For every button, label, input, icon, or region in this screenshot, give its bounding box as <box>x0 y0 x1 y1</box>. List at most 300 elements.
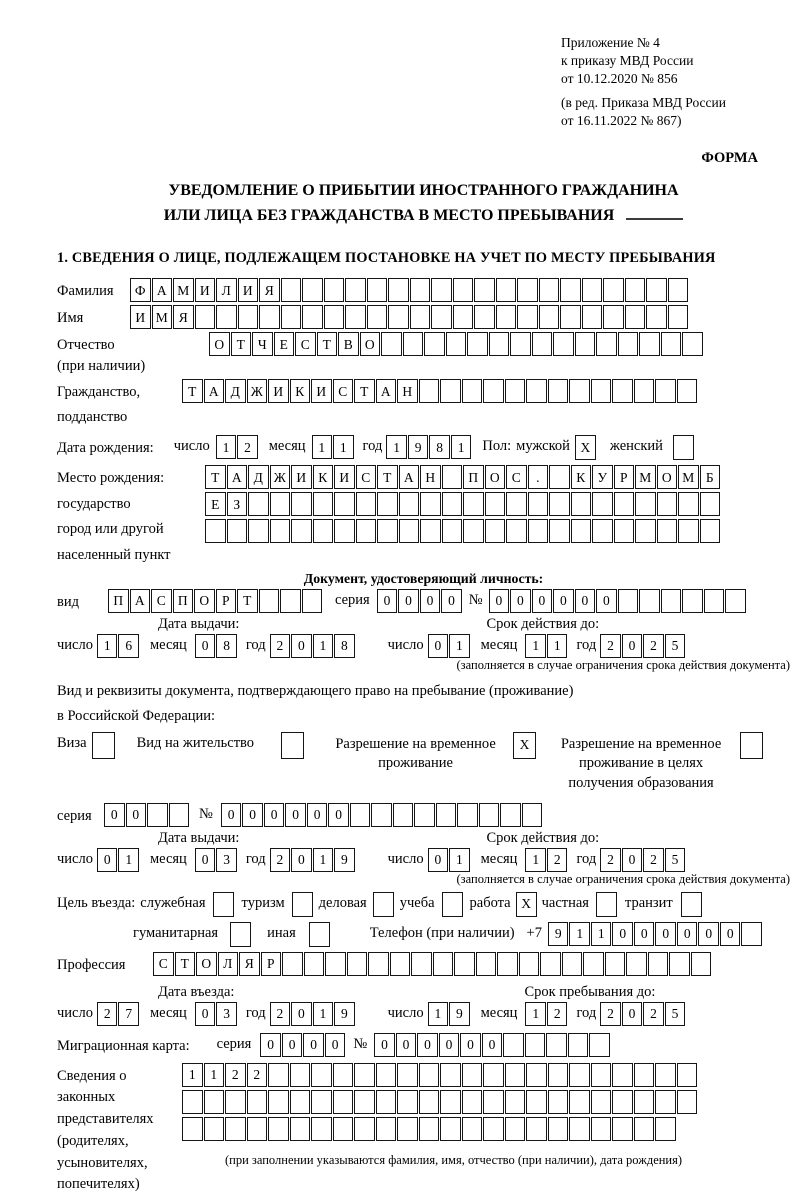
char-cell[interactable] <box>526 1090 547 1114</box>
char-cell[interactable]: О <box>196 952 217 976</box>
char-cell[interactable]: 0 <box>291 634 312 658</box>
purpose-official-checkbox[interactable] <box>213 892 234 917</box>
char-cell[interactable] <box>612 379 633 403</box>
char-cell[interactable]: О <box>194 589 215 613</box>
char-cell[interactable] <box>367 278 388 302</box>
char-cell[interactable] <box>591 379 612 403</box>
char-cell[interactable] <box>614 519 635 543</box>
char-cell[interactable] <box>247 1090 268 1114</box>
char-cell[interactable]: П <box>108 589 129 613</box>
char-cell[interactable] <box>539 305 560 329</box>
char-cell[interactable]: 2 <box>97 1002 118 1026</box>
char-cell[interactable]: 0 <box>428 848 449 872</box>
char-cell[interactable] <box>442 492 463 516</box>
char-cell[interactable] <box>625 305 646 329</box>
char-cell[interactable]: 1 <box>451 435 472 459</box>
char-cell[interactable] <box>397 1063 418 1087</box>
char-cell[interactable] <box>548 1117 569 1141</box>
char-cell[interactable]: 1 <box>216 435 237 459</box>
char-cell[interactable] <box>560 305 581 329</box>
purpose-study-checkbox[interactable] <box>442 892 463 917</box>
char-cell[interactable] <box>324 305 345 329</box>
char-cell[interactable] <box>410 305 431 329</box>
char-cell[interactable] <box>549 492 570 516</box>
sex-male-checkbox[interactable]: X <box>575 435 596 460</box>
char-cell[interactable] <box>205 519 226 543</box>
char-cell[interactable]: 6 <box>118 634 139 658</box>
char-cell[interactable]: 2 <box>600 1002 621 1026</box>
char-cell[interactable]: 5 <box>665 1002 686 1026</box>
char-cell[interactable] <box>325 952 346 976</box>
birth-month-input[interactable] <box>312 435 355 459</box>
residence-valid-day-input[interactable] <box>428 848 471 872</box>
char-cell[interactable]: 3 <box>216 1002 237 1026</box>
char-cell[interactable]: Е <box>274 332 295 356</box>
char-cell[interactable] <box>282 952 303 976</box>
char-cell[interactable]: 0 <box>510 589 531 613</box>
birthplace-input-row3[interactable] <box>205 519 721 543</box>
char-cell[interactable] <box>399 519 420 543</box>
char-cell[interactable] <box>483 1090 504 1114</box>
char-cell[interactable] <box>657 519 678 543</box>
stay-day-input[interactable] <box>428 1002 471 1026</box>
char-cell[interactable] <box>442 519 463 543</box>
char-cell[interactable] <box>646 305 667 329</box>
char-cell[interactable] <box>612 1063 633 1087</box>
char-cell[interactable] <box>216 305 237 329</box>
char-cell[interactable] <box>182 1090 203 1114</box>
char-cell[interactable]: 7 <box>118 1002 139 1026</box>
char-cell[interactable] <box>548 379 569 403</box>
char-cell[interactable]: 1 <box>312 435 333 459</box>
char-cell[interactable] <box>419 379 440 403</box>
char-cell[interactable]: И <box>238 278 259 302</box>
char-cell[interactable] <box>532 332 553 356</box>
char-cell[interactable]: 0 <box>439 1033 460 1057</box>
char-cell[interactable]: 0 <box>575 589 596 613</box>
char-cell[interactable] <box>463 492 484 516</box>
char-cell[interactable] <box>549 465 570 489</box>
char-cell[interactable] <box>390 952 411 976</box>
char-cell[interactable] <box>612 1090 633 1114</box>
char-cell[interactable]: 0 <box>417 1033 438 1057</box>
char-cell[interactable] <box>592 519 613 543</box>
char-cell[interactable] <box>497 952 518 976</box>
char-cell[interactable]: Т <box>205 465 226 489</box>
char-cell[interactable] <box>333 1090 354 1114</box>
char-cell[interactable]: Л <box>216 278 237 302</box>
char-cell[interactable]: М <box>152 305 173 329</box>
char-cell[interactable] <box>345 278 366 302</box>
char-cell[interactable]: 0 <box>489 589 510 613</box>
char-cell[interactable]: Б <box>700 465 721 489</box>
char-cell[interactable]: 0 <box>612 922 633 946</box>
doc-valid-month-input[interactable] <box>525 634 568 658</box>
char-cell[interactable] <box>526 1063 547 1087</box>
char-cell[interactable]: 2 <box>643 634 664 658</box>
char-cell[interactable]: 5 <box>665 848 686 872</box>
char-cell[interactable]: 9 <box>408 435 429 459</box>
char-cell[interactable]: Т <box>175 952 196 976</box>
char-cell[interactable]: 0 <box>126 803 147 827</box>
char-cell[interactable] <box>462 1090 483 1114</box>
purpose-work-checkbox[interactable]: X <box>516 892 537 917</box>
representatives-input-row1[interactable] <box>182 1063 698 1087</box>
char-cell[interactable] <box>376 1117 397 1141</box>
char-cell[interactable]: А <box>399 465 420 489</box>
char-cell[interactable]: И <box>195 278 216 302</box>
char-cell[interactable] <box>463 519 484 543</box>
char-cell[interactable]: 0 <box>291 848 312 872</box>
doc-kind-input[interactable] <box>108 589 323 613</box>
char-cell[interactable] <box>350 803 371 827</box>
doc-number-input[interactable] <box>489 589 747 613</box>
char-cell[interactable] <box>596 332 617 356</box>
char-cell[interactable] <box>462 1117 483 1141</box>
char-cell[interactable] <box>496 278 517 302</box>
char-cell[interactable] <box>368 952 389 976</box>
char-cell[interactable] <box>506 492 527 516</box>
char-cell[interactable] <box>569 1117 590 1141</box>
char-cell[interactable] <box>356 519 377 543</box>
char-cell[interactable] <box>431 305 452 329</box>
firstname-input[interactable] <box>130 305 689 329</box>
char-cell[interactable]: 1 <box>525 634 546 658</box>
char-cell[interactable] <box>634 1117 655 1141</box>
char-cell[interactable] <box>377 492 398 516</box>
purpose-business-checkbox[interactable] <box>373 892 394 917</box>
char-cell[interactable]: 2 <box>547 1002 568 1026</box>
char-cell[interactable]: С <box>506 465 527 489</box>
char-cell[interactable] <box>356 492 377 516</box>
char-cell[interactable] <box>259 589 280 613</box>
char-cell[interactable] <box>496 305 517 329</box>
char-cell[interactable]: Р <box>614 465 635 489</box>
char-cell[interactable] <box>225 1117 246 1141</box>
char-cell[interactable]: С <box>151 589 172 613</box>
char-cell[interactable] <box>270 492 291 516</box>
char-cell[interactable]: Т <box>377 465 398 489</box>
char-cell[interactable] <box>485 519 506 543</box>
char-cell[interactable] <box>575 332 596 356</box>
char-cell[interactable] <box>485 492 506 516</box>
char-cell[interactable] <box>505 379 526 403</box>
char-cell[interactable]: 2 <box>643 848 664 872</box>
char-cell[interactable] <box>453 305 474 329</box>
char-cell[interactable]: С <box>333 379 354 403</box>
char-cell[interactable] <box>589 1033 610 1057</box>
char-cell[interactable] <box>634 1090 655 1114</box>
char-cell[interactable]: Ф <box>130 278 151 302</box>
char-cell[interactable] <box>571 519 592 543</box>
char-cell[interactable] <box>238 305 259 329</box>
char-cell[interactable] <box>678 519 699 543</box>
char-cell[interactable] <box>462 379 483 403</box>
char-cell[interactable]: 3 <box>216 848 237 872</box>
char-cell[interactable] <box>311 1117 332 1141</box>
char-cell[interactable] <box>397 1090 418 1114</box>
char-cell[interactable] <box>522 803 543 827</box>
char-cell[interactable] <box>639 332 660 356</box>
char-cell[interactable]: 9 <box>449 1002 470 1026</box>
char-cell[interactable]: 5 <box>665 634 686 658</box>
char-cell[interactable]: 0 <box>553 589 574 613</box>
char-cell[interactable]: 1 <box>449 848 470 872</box>
char-cell[interactable]: Я <box>173 305 194 329</box>
representatives-input-row2[interactable] <box>182 1090 698 1114</box>
char-cell[interactable] <box>612 1117 633 1141</box>
residence-number-input[interactable] <box>221 803 544 827</box>
char-cell[interactable] <box>655 1063 676 1087</box>
char-cell[interactable] <box>290 1090 311 1114</box>
char-cell[interactable] <box>388 305 409 329</box>
char-cell[interactable] <box>324 278 345 302</box>
char-cell[interactable] <box>291 492 312 516</box>
entry-month-input[interactable] <box>195 1002 238 1026</box>
birthplace-input-row2[interactable] <box>205 492 721 516</box>
char-cell[interactable]: Л <box>218 952 239 976</box>
char-cell[interactable] <box>510 332 531 356</box>
char-cell[interactable] <box>440 379 461 403</box>
char-cell[interactable]: 0 <box>622 634 643 658</box>
char-cell[interactable] <box>454 952 475 976</box>
char-cell[interactable] <box>725 589 746 613</box>
doc-issue-day-input[interactable] <box>97 634 140 658</box>
char-cell[interactable] <box>474 278 495 302</box>
residence-valid-year-input[interactable] <box>600 848 686 872</box>
char-cell[interactable] <box>259 305 280 329</box>
char-cell[interactable] <box>505 1063 526 1087</box>
char-cell[interactable] <box>528 492 549 516</box>
char-cell[interactable]: И <box>334 465 355 489</box>
char-cell[interactable] <box>582 278 603 302</box>
char-cell[interactable]: 0 <box>622 1002 643 1026</box>
char-cell[interactable]: 0 <box>260 1033 281 1057</box>
char-cell[interactable] <box>393 803 414 827</box>
char-cell[interactable] <box>634 379 655 403</box>
char-cell[interactable] <box>655 379 676 403</box>
char-cell[interactable] <box>420 519 441 543</box>
char-cell[interactable] <box>503 1033 524 1057</box>
char-cell[interactable]: 2 <box>547 848 568 872</box>
char-cell[interactable] <box>268 1063 289 1087</box>
char-cell[interactable] <box>388 278 409 302</box>
char-cell[interactable] <box>625 278 646 302</box>
char-cell[interactable]: 2 <box>237 435 258 459</box>
char-cell[interactable]: 1 <box>118 848 139 872</box>
char-cell[interactable] <box>347 952 368 976</box>
char-cell[interactable] <box>304 952 325 976</box>
char-cell[interactable] <box>506 519 527 543</box>
char-cell[interactable] <box>483 379 504 403</box>
char-cell[interactable] <box>553 332 574 356</box>
sex-female-checkbox[interactable] <box>673 435 694 460</box>
char-cell[interactable] <box>669 952 690 976</box>
char-cell[interactable]: Я <box>259 278 280 302</box>
entry-year-input[interactable] <box>270 1002 356 1026</box>
char-cell[interactable]: 9 <box>334 1002 355 1026</box>
char-cell[interactable]: О <box>485 465 506 489</box>
char-cell[interactable]: 0 <box>97 848 118 872</box>
char-cell[interactable] <box>420 492 441 516</box>
char-cell[interactable]: 2 <box>225 1063 246 1087</box>
char-cell[interactable]: 1 <box>449 634 470 658</box>
char-cell[interactable] <box>333 1063 354 1087</box>
char-cell[interactable] <box>614 492 635 516</box>
char-cell[interactable] <box>345 305 366 329</box>
citizenship-input[interactable] <box>182 379 698 403</box>
char-cell[interactable] <box>661 589 682 613</box>
char-cell[interactable]: 0 <box>460 1033 481 1057</box>
char-cell[interactable]: С <box>295 332 316 356</box>
char-cell[interactable] <box>661 332 682 356</box>
char-cell[interactable] <box>634 1063 655 1087</box>
char-cell[interactable] <box>291 519 312 543</box>
char-cell[interactable] <box>334 492 355 516</box>
char-cell[interactable]: 9 <box>334 848 355 872</box>
char-cell[interactable]: 1 <box>313 848 334 872</box>
char-cell[interactable] <box>182 1117 203 1141</box>
char-cell[interactable]: 1 <box>386 435 407 459</box>
char-cell[interactable] <box>204 1090 225 1114</box>
char-cell[interactable]: 0 <box>428 634 449 658</box>
char-cell[interactable]: О <box>360 332 381 356</box>
doc-series-input[interactable] <box>377 589 463 613</box>
char-cell[interactable] <box>462 1063 483 1087</box>
char-cell[interactable]: 1 <box>97 634 118 658</box>
char-cell[interactable]: 0 <box>698 922 719 946</box>
char-cell[interactable]: . <box>528 465 549 489</box>
char-cell[interactable] <box>528 519 549 543</box>
char-cell[interactable] <box>397 1117 418 1141</box>
char-cell[interactable]: 2 <box>600 848 621 872</box>
char-cell[interactable] <box>500 803 521 827</box>
char-cell[interactable]: 1 <box>313 634 334 658</box>
char-cell[interactable]: 2 <box>270 1002 291 1026</box>
char-cell[interactable] <box>677 1090 698 1114</box>
char-cell[interactable] <box>354 1090 375 1114</box>
char-cell[interactable]: 0 <box>596 589 617 613</box>
char-cell[interactable] <box>562 952 583 976</box>
char-cell[interactable] <box>548 1063 569 1087</box>
char-cell[interactable] <box>440 1117 461 1141</box>
char-cell[interactable]: 1 <box>428 1002 449 1026</box>
char-cell[interactable]: Т <box>317 332 338 356</box>
char-cell[interactable]: О <box>657 465 678 489</box>
doc-issue-year-input[interactable] <box>270 634 356 658</box>
char-cell[interactable]: 9 <box>548 922 569 946</box>
char-cell[interactable] <box>474 305 495 329</box>
char-cell[interactable] <box>446 332 467 356</box>
char-cell[interactable] <box>605 952 626 976</box>
char-cell[interactable]: 2 <box>270 848 291 872</box>
purpose-tourism-checkbox[interactable] <box>292 892 313 917</box>
char-cell[interactable]: 2 <box>643 1002 664 1026</box>
char-cell[interactable] <box>618 332 639 356</box>
birth-year-input[interactable] <box>386 435 472 459</box>
char-cell[interactable]: 0 <box>242 803 263 827</box>
char-cell[interactable] <box>704 589 725 613</box>
char-cell[interactable] <box>682 589 703 613</box>
char-cell[interactable] <box>419 1063 440 1087</box>
char-cell[interactable] <box>354 1063 375 1087</box>
phone-input[interactable] <box>548 922 763 946</box>
char-cell[interactable]: Е <box>205 492 226 516</box>
stay-year-input[interactable] <box>600 1002 686 1026</box>
char-cell[interactable]: П <box>173 589 194 613</box>
char-cell[interactable]: К <box>313 465 334 489</box>
char-cell[interactable] <box>655 1090 676 1114</box>
char-cell[interactable]: 1 <box>525 848 546 872</box>
char-cell[interactable]: 8 <box>429 435 450 459</box>
char-cell[interactable] <box>540 952 561 976</box>
char-cell[interactable] <box>248 519 269 543</box>
char-cell[interactable]: О <box>209 332 230 356</box>
char-cell[interactable] <box>639 589 660 613</box>
char-cell[interactable]: 0 <box>482 1033 503 1057</box>
char-cell[interactable]: С <box>356 465 377 489</box>
char-cell[interactable]: 0 <box>282 1033 303 1057</box>
char-cell[interactable] <box>548 1090 569 1114</box>
char-cell[interactable] <box>204 1117 225 1141</box>
char-cell[interactable] <box>440 1090 461 1114</box>
char-cell[interactable] <box>583 952 604 976</box>
char-cell[interactable] <box>646 278 667 302</box>
char-cell[interactable] <box>313 492 334 516</box>
doc-valid-day-input[interactable] <box>428 634 471 658</box>
char-cell[interactable] <box>603 278 624 302</box>
char-cell[interactable] <box>571 492 592 516</box>
char-cell[interactable]: Д <box>248 465 269 489</box>
char-cell[interactable] <box>677 1063 698 1087</box>
char-cell[interactable]: Р <box>261 952 282 976</box>
char-cell[interactable] <box>546 1033 567 1057</box>
char-cell[interactable]: 1 <box>313 1002 334 1026</box>
char-cell[interactable] <box>549 519 570 543</box>
doc-issue-month-input[interactable] <box>195 634 238 658</box>
char-cell[interactable]: Д <box>225 379 246 403</box>
char-cell[interactable] <box>311 1090 332 1114</box>
char-cell[interactable] <box>582 305 603 329</box>
char-cell[interactable]: 0 <box>655 922 676 946</box>
char-cell[interactable] <box>281 278 302 302</box>
temp-residence-education-checkbox[interactable] <box>740 732 763 759</box>
char-cell[interactable]: А <box>130 589 151 613</box>
char-cell[interactable] <box>657 492 678 516</box>
char-cell[interactable] <box>525 1033 546 1057</box>
residence-issue-month-input[interactable] <box>195 848 238 872</box>
char-cell[interactable]: 0 <box>307 803 328 827</box>
char-cell[interactable] <box>381 332 402 356</box>
char-cell[interactable] <box>505 1117 526 1141</box>
char-cell[interactable] <box>376 1063 397 1087</box>
char-cell[interactable]: 0 <box>532 589 553 613</box>
char-cell[interactable]: Н <box>420 465 441 489</box>
char-cell[interactable] <box>195 305 216 329</box>
stay-month-input[interactable] <box>525 1002 568 1026</box>
char-cell[interactable]: В <box>338 332 359 356</box>
char-cell[interactable]: А <box>152 278 173 302</box>
char-cell[interactable] <box>225 1090 246 1114</box>
char-cell[interactable]: 1 <box>182 1063 203 1087</box>
char-cell[interactable] <box>457 803 478 827</box>
char-cell[interactable] <box>618 589 639 613</box>
char-cell[interactable] <box>678 492 699 516</box>
char-cell[interactable] <box>489 332 510 356</box>
char-cell[interactable] <box>440 1063 461 1087</box>
char-cell[interactable]: 0 <box>398 589 419 613</box>
char-cell[interactable]: А <box>376 379 397 403</box>
